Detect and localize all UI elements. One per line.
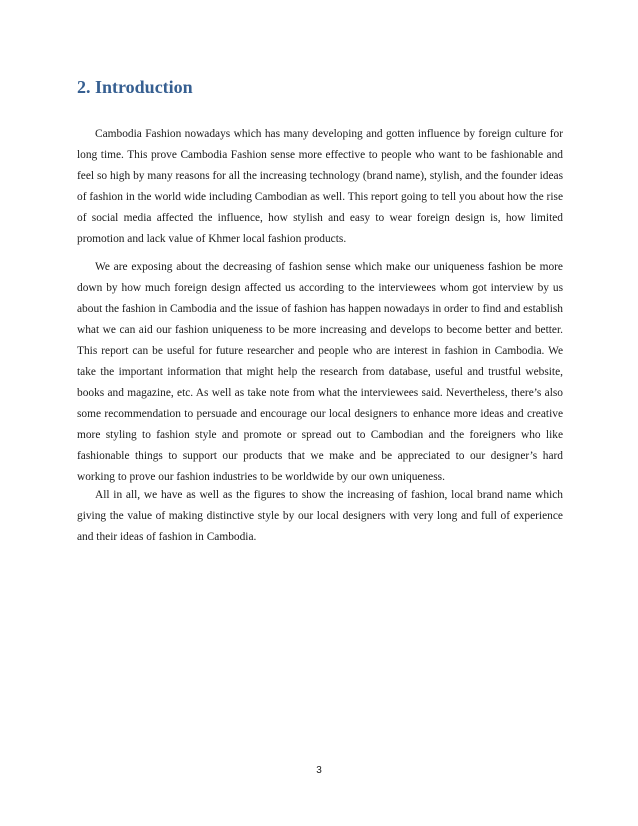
paragraph-conclusion	[77, 485, 563, 548]
paragraph-purpose	[77, 257, 563, 488]
paragraph-text: All in all, we have as well as the figures to show the increasing of fashion, local brand name which giving the value of making distinctive style by our local designers with very long and full of experience and their ideas of fashion in Cambodia.	[77, 489, 563, 543]
section-heading: 2. Introduction	[77, 77, 193, 97]
page-number: 3	[316, 765, 322, 776]
paragraph-text: We are exposing about the decreasing of fashion sense which make our uniqueness fashion be more down by how much foreign design affected us according to the interviewees whom got interview by us about the fashion in Cambodia and the issue of fashion has happen nowadays in order to find and establish what we can aid our fashion uniqueness to be more increasing and develops to become better and better. This report can be useful for future researcher and people who are interest in fashion in Cambodia. We take the important information that might help the research from database, useful and trustful website, books and magazine, etc. As well as take note from what the interviewees said. Nevertheless, there’s also some recommendation to persuade and encourage our local designers to enhance more ideas and creative more styling to fashion style and promote or spread out to Cambodian and the foreigners who like fashionable things to support our products that we make and be appreciated to our designer’s hard working to prove our fashion industries to be worldwide by our own uniqueness.	[77, 261, 563, 483]
paragraph-intro	[77, 124, 563, 250]
paragraph-text: Cambodia Fashion nowadays which has many developing and gotten influence by foreign culture for long time. This prove Cambodia Fashion sense more effective to people who want to be fashionable and feel so high by many reasons for all the increasing technology (brand name), stylish, and the founder ideas of fashion in the world wide including Cambodian as well. This report going to tell you about how the rise of social media affected the influence, how stylish and easy to wear foreign design is, how limited promotion and lack value of Khmer local fashion products.	[77, 128, 563, 245]
